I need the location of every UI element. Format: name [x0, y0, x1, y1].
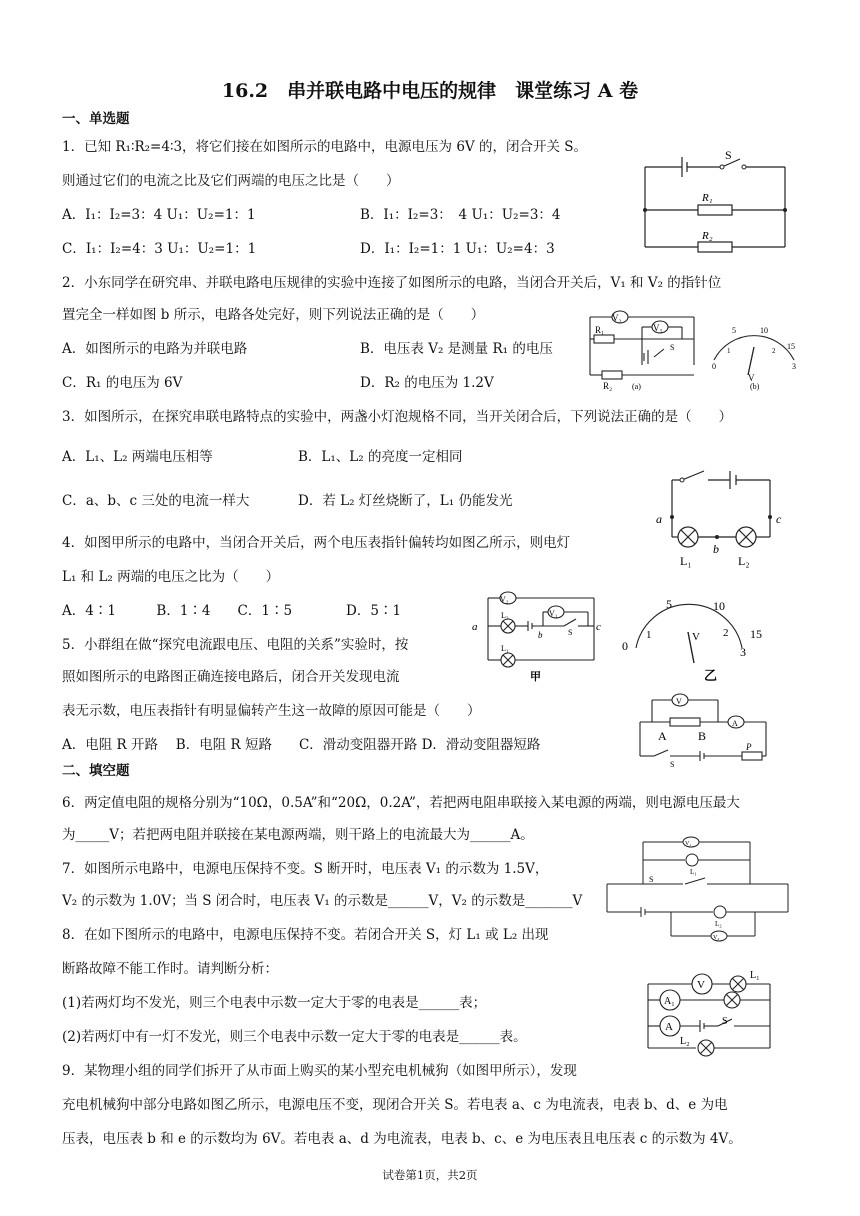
q5-stem-line3: 表无示数，电压表指针有明显偏转产生这一故障的原因可能是（ ） — [62, 703, 481, 719]
q6-line2: 为_____V；若把两电阻并联接在某电源两端，则干路上的电流最大为______A。 — [62, 827, 534, 843]
q2-stem-line2: 置完全一样如图 b 所示，电路各处完好，则下列说法正确的是（ ） — [62, 307, 485, 323]
q4-fig-15: 15 — [750, 627, 762, 641]
q3-option-d: D．若 L₂ 灯丝烧断了，L₁ 仍能发光 — [298, 493, 513, 509]
q7-line2: V₂ 的示数为 1.0V；当 S 闭合时，电压表 V₁ 的示数是______V，V₂ 的示数是_______V — [62, 893, 583, 909]
q2-fig-5: 5 — [732, 326, 736, 335]
q9-line3: 压表，电压表 b 和 e 的示数均为 6V。若电表 a、d 为电流表，电表 b、c、e 为电压表且电压表 c 的示数为 4V。 — [62, 1131, 742, 1147]
q4-fig-a: a — [472, 621, 478, 633]
q7-fig-s: S — [649, 875, 654, 884]
q1-fig-label-r2: R₂ — [702, 230, 713, 242]
q2-fig-v1: V₁ — [653, 323, 663, 333]
q3-option-b: B．L₁、L₂ 的亮度一定相同 — [298, 449, 463, 465]
q4-fig-s: S — [568, 628, 573, 637]
q5-options: A．电阻 R 开路 B．电阻 R 短路 C．滑动变阻器开路 D．滑动变阻器短路 — [62, 737, 541, 753]
q7-fig-v2: V₂ — [713, 935, 720, 941]
q5-fig-p: P — [746, 742, 752, 752]
q5-stem-line2: 照如图所示的电路图正确连接电路后，闭合开关发现电流 — [62, 669, 400, 685]
q2-option-a: A．如图所示的电路为并联电路 — [62, 341, 248, 357]
page-title: 16.2 串并联电路中电压的规律 课堂练习 A 卷 — [221, 80, 639, 102]
q5-fig-s: S — [670, 760, 675, 768]
q5-fig-pt-a: A — [658, 729, 667, 743]
q5-fig-v: V — [676, 697, 682, 706]
q8-fig-l1: L₁ — [750, 970, 760, 981]
q8-line4: (2)若两灯中有一灯不发光，则三个电表中示数一定大于零的电表是______表。 — [62, 1029, 527, 1045]
q7-fig-l2: L₂ — [715, 920, 722, 928]
q2-fig-s: S — [670, 343, 675, 352]
q2-fig-3: 3 — [792, 362, 796, 371]
q3-fig-a: a — [656, 512, 662, 526]
q8-circuit-figure — [640, 962, 780, 1057]
q4-fig-jia: 甲 — [530, 671, 541, 683]
q2-fig-2: 2 — [772, 347, 776, 355]
q2-fig-15: 15 — [787, 342, 795, 351]
q3-fig-l2: L₂ — [738, 554, 750, 568]
q8-line1: 8．在如下图所示的电路中，电源电压保持不变。若闭合开关 S，灯 L₁ 或 L₂ 出现 — [62, 927, 549, 943]
q4-circuit-figure — [468, 588, 803, 683]
q1-option-b: B．I₁：I₂=3： 4 U₁：U₂=3：4 — [360, 207, 561, 223]
q7-fig-v1: V₁ — [685, 841, 692, 847]
q4-stem-line1: 4．如图甲所示的电路中，当闭合开关后，两个电压表指针偏转均如图乙所示，则电灯 — [62, 535, 571, 551]
section-fill-blank: 二、填空题 — [62, 763, 130, 779]
q2-stem-line1: 2．小东同学在研究串、并联电路电压规律的实验中连接了如图所示的电路，当闭合开关后，V₁ 和 V₂ 的指针位 — [62, 275, 722, 291]
q2-option-d: D．R₂ 的电压为 1.2V — [360, 375, 494, 391]
q3-fig-l1: L₁ — [680, 554, 692, 568]
q5-fig-a: A — [732, 719, 738, 728]
q2-fig-10: 10 — [760, 326, 768, 335]
q8-fig-l2: L₂ — [680, 1036, 690, 1047]
q2-option-c: C．R₁ 的电压为 6V — [62, 375, 183, 391]
q8-fig-v: V — [697, 979, 705, 991]
q2-fig-v: V — [748, 373, 755, 383]
q1-circuit-figure — [640, 145, 790, 255]
q2-circuit-figure — [582, 305, 807, 393]
q1-option-d: D．I₁：I₂=1：1 U₁：U₂=4：3 — [360, 241, 555, 257]
q2-fig-a: (a) — [632, 382, 641, 391]
q2-fig-r1: R₁ — [595, 325, 605, 335]
q4-fig-1: 1 — [646, 629, 652, 641]
q3-circuit-figure — [652, 465, 792, 575]
q4-fig-3: 3 — [740, 645, 746, 659]
q5-fig-pt-b: B — [698, 729, 707, 743]
q9-line1: 9．某物理小组的同学们拆开了从市面上购买的某小型充电机械狗（如图甲所示），发现 — [62, 1063, 577, 1079]
q5-stem-line1: 5．小群组在做“探究电流跟电压、电阻的关系”实验时，按 — [62, 637, 409, 653]
q4-fig-yi: 乙 — [704, 668, 718, 683]
q1-fig-label-r1: R₁ — [702, 192, 713, 204]
q3-stem: 3．如图所示，在探究串联电路特点的实验中，两盏小灯泡规格不同，当开关闭合后，下列说法正确的是（ ） — [62, 409, 733, 425]
q4-fig-5: 5 — [666, 597, 672, 611]
q4-options: A．4∶1 B．1∶4 C．1∶5 D．5∶1 — [62, 603, 402, 619]
q7-line1: 7．如图所示电路中，电源电压保持不变。S 断开时，电压表 V₁ 的示数为 1.5V， — [62, 861, 549, 877]
section-single-choice: 一、单选题 — [62, 111, 130, 127]
q1-stem-line1: 1．已知 R₁∶R₂=4∶3，将它们接在如图所示的电路中，电源电压为 6V 的，闭合开关 S。 — [62, 139, 588, 155]
q3-fig-c: c — [776, 512, 782, 526]
q1-fig-label-s: S — [725, 148, 732, 162]
q2-fig-v2: V₂ — [612, 313, 622, 323]
q4-fig-l2: L₂ — [501, 611, 509, 620]
q1-stem-line2: 则通过它们的电流之比及它们两端的电压之比是（ ） — [62, 173, 400, 189]
q4-fig-c: c — [596, 621, 601, 633]
q4-fig-10: 10 — [713, 599, 725, 613]
q8-fig-a: A — [665, 1021, 673, 1033]
q8-line3: (1)若两灯均不发光，则三个电表中示数一定大于零的电表是______表； — [62, 995, 487, 1011]
q4-fig-0: 0 — [622, 639, 628, 653]
q2-fig-r2: R₂ — [603, 381, 613, 391]
q6-line1: 6．两定值电阻的规格分别为“10Ω，0.5A”和“20Ω，0.2A”，若把两电阻串联接入某电源的两端，则电源电压最大 — [62, 795, 740, 811]
q7-fig-l1: L₁ — [690, 868, 697, 876]
q3-option-a: A．L₁、L₂ 两端电压相等 — [62, 449, 213, 465]
q2-fig-0: 0 — [712, 362, 716, 371]
q2-fig-b: (b) — [750, 382, 760, 391]
q4-fig-l1: L₁ — [501, 644, 509, 653]
q1-option-c: C．I₁：I₂=4：3 U₁：U₂=1：1 — [62, 241, 257, 257]
q3-option-c: C．a、b、c 三处的电流一样大 — [62, 493, 250, 509]
q4-stem-line2: L₁ 和 L₂ 两端的电压之比为（ ） — [62, 569, 280, 585]
page-footer: 试卷第1页，共2页 — [382, 1168, 478, 1182]
q2-fig-1: 1 — [727, 347, 731, 355]
q4-fig-v: V — [692, 631, 700, 643]
q4-fig-v2: V₂ — [500, 595, 509, 604]
q2-option-b: B．电压表 V₂ 是测量 R₁ 的电压 — [360, 341, 553, 357]
q5-circuit-figure — [630, 688, 780, 768]
q7-circuit-figure — [605, 832, 790, 944]
q1-option-a: A．I₁：I₂=3：4 U₁：U₂=1：1 — [62, 207, 256, 223]
q9-line2: 充电机械狗中部分电路如图乙所示，电源电压不变，现闭合开关 S。若电表 a、c 为电流表，电表 b、d、e 为电 — [62, 1097, 728, 1113]
q8-fig-s: S — [722, 1016, 728, 1027]
q8-fig-a1: A₁ — [664, 996, 675, 1007]
q3-fig-b: b — [713, 542, 719, 556]
q4-fig-2: 2 — [723, 627, 729, 639]
q4-fig-b: b — [538, 630, 543, 640]
q4-fig-v1: V₁ — [549, 609, 558, 618]
q8-line2: 断路故障不能工作时。请判断分析： — [62, 961, 278, 977]
